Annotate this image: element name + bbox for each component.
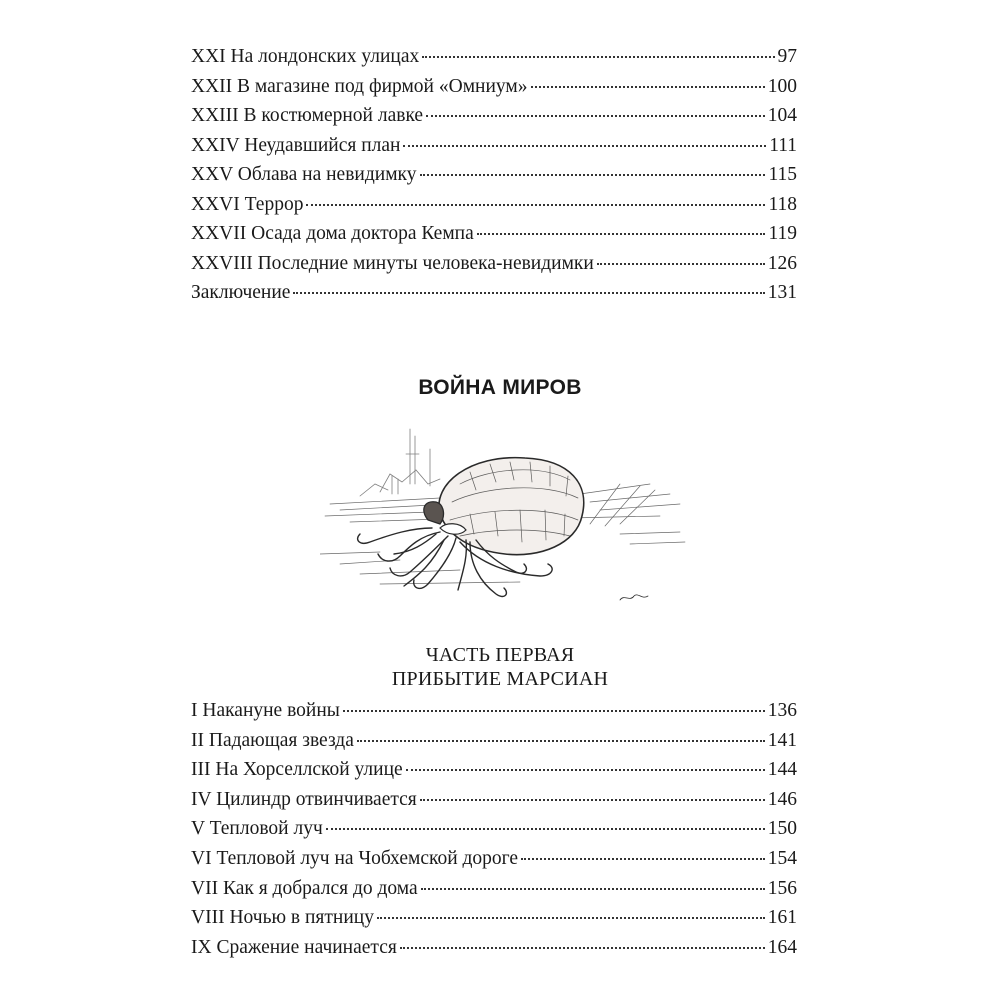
toc-entry-title: III На Хорселлской улице [191, 759, 403, 781]
toc-entry [191, 874, 797, 904]
toc-entry-page: 146 [767, 788, 797, 810]
toc-entry [191, 278, 797, 308]
toc-entry-title: II Падающая звезда [191, 729, 354, 751]
toc-entry-title: VII Как я добрался до дома [191, 877, 418, 899]
toc-entry-title: XXI На лондонских улицах [191, 46, 420, 67]
toc-leader-dots [326, 828, 765, 830]
toc-leader-dots [597, 263, 765, 265]
toc-entry-title: XXII В магазине под фирмой «Омниум» [191, 75, 528, 97]
toc-entry-title: VI Тепловой луч на Чобхемской дороге [191, 847, 519, 869]
toc-leader-dots [422, 56, 774, 58]
toc-entry-page: 126 [767, 252, 797, 274]
toc-leader-dots [293, 292, 764, 294]
part-number: ЧАСТЬ ПЕРВАЯ [425, 644, 575, 666]
toc-leader-dots [403, 145, 766, 147]
toc-entry-page: 154 [767, 847, 797, 869]
toc-entry [191, 190, 797, 220]
toc-entry-page: 115 [768, 164, 797, 185]
toc-leader-dots [343, 710, 765, 712]
toc-entry-title: Заключение [191, 282, 291, 303]
toc-entry-title: I Накануне войны [191, 700, 340, 721]
toc-entry [191, 785, 797, 815]
toc-entry-page: 144 [767, 759, 797, 781]
toc-entry-title: XXV Облава на невидимку [191, 164, 417, 185]
toc-entry [191, 249, 797, 279]
toc-leader-dots [357, 740, 765, 742]
toc-entry-title: IV Цилиндр отвинчивается [191, 788, 417, 810]
toc-entry [191, 219, 797, 249]
toc-entry-page: 118 [768, 193, 797, 215]
toc-entry-title: XXIII В костюмерной лавке [191, 105, 424, 126]
toc-entry-page: 141 [767, 729, 797, 751]
toc-entry-title: IX Сражение начинается [191, 936, 397, 958]
toc-entry-title: XXVIII Последние минуты человека-невидимки [191, 252, 594, 274]
toc-leader-dots [421, 888, 765, 890]
toc-entry-page: 161 [767, 907, 797, 929]
part-heading [0, 643, 1000, 691]
toc-entry-page: 136 [767, 700, 797, 721]
toc-entry-page: 111 [769, 134, 797, 156]
toc-leader-dots [426, 115, 765, 117]
toc-leader-dots [420, 799, 765, 801]
toc-entry-title: XXVII Осада дома доктора Кемпа [191, 223, 474, 244]
toc-entry [191, 933, 797, 963]
toc-entry [191, 101, 797, 131]
toc-leader-dots [420, 174, 766, 176]
toc-entry-page: 156 [767, 877, 797, 899]
toc-entry-page: 131 [767, 282, 797, 303]
toc-entry [191, 42, 797, 72]
toc-entry [191, 726, 797, 756]
toc-entry-page: 164 [767, 936, 797, 958]
toc-leader-dots [477, 233, 766, 235]
toc-entry [191, 160, 797, 190]
toc-entry [191, 814, 797, 844]
toc-list-bottom [191, 696, 797, 962]
toc-entry-title: VIII Ночью в пятницу [191, 907, 374, 929]
toc-entry [191, 696, 797, 726]
part-title: ПРИБЫТИЕ МАРСИАН [391, 668, 609, 690]
toc-entry [191, 903, 797, 933]
toc-entry-page: 104 [767, 105, 797, 126]
toc-entry [191, 844, 797, 874]
toc-entry-title: XXIV Неудавшийся план [191, 134, 401, 156]
toc-leader-dots [521, 858, 765, 860]
toc-entry-title: XXVI Террор [191, 193, 304, 215]
martian-creature-illustration [320, 424, 690, 614]
toc-entry-page: 119 [768, 223, 797, 244]
toc-leader-dots [306, 204, 765, 206]
toc-leader-dots [406, 769, 765, 771]
toc-list-top [191, 42, 797, 308]
toc-entry-title: V Тепловой луч [191, 818, 323, 840]
toc-entry-page: 100 [767, 75, 797, 97]
toc-entry-page: 150 [767, 818, 797, 840]
toc-entry [191, 131, 797, 161]
toc-leader-dots [400, 947, 765, 949]
toc-leader-dots [531, 86, 765, 88]
toc-entry [191, 72, 797, 102]
toc-leader-dots [377, 917, 765, 919]
toc-entry [191, 755, 797, 785]
toc-entry-page: 97 [777, 46, 797, 67]
book-title: ВОЙНА МИРОВ [418, 376, 582, 399]
